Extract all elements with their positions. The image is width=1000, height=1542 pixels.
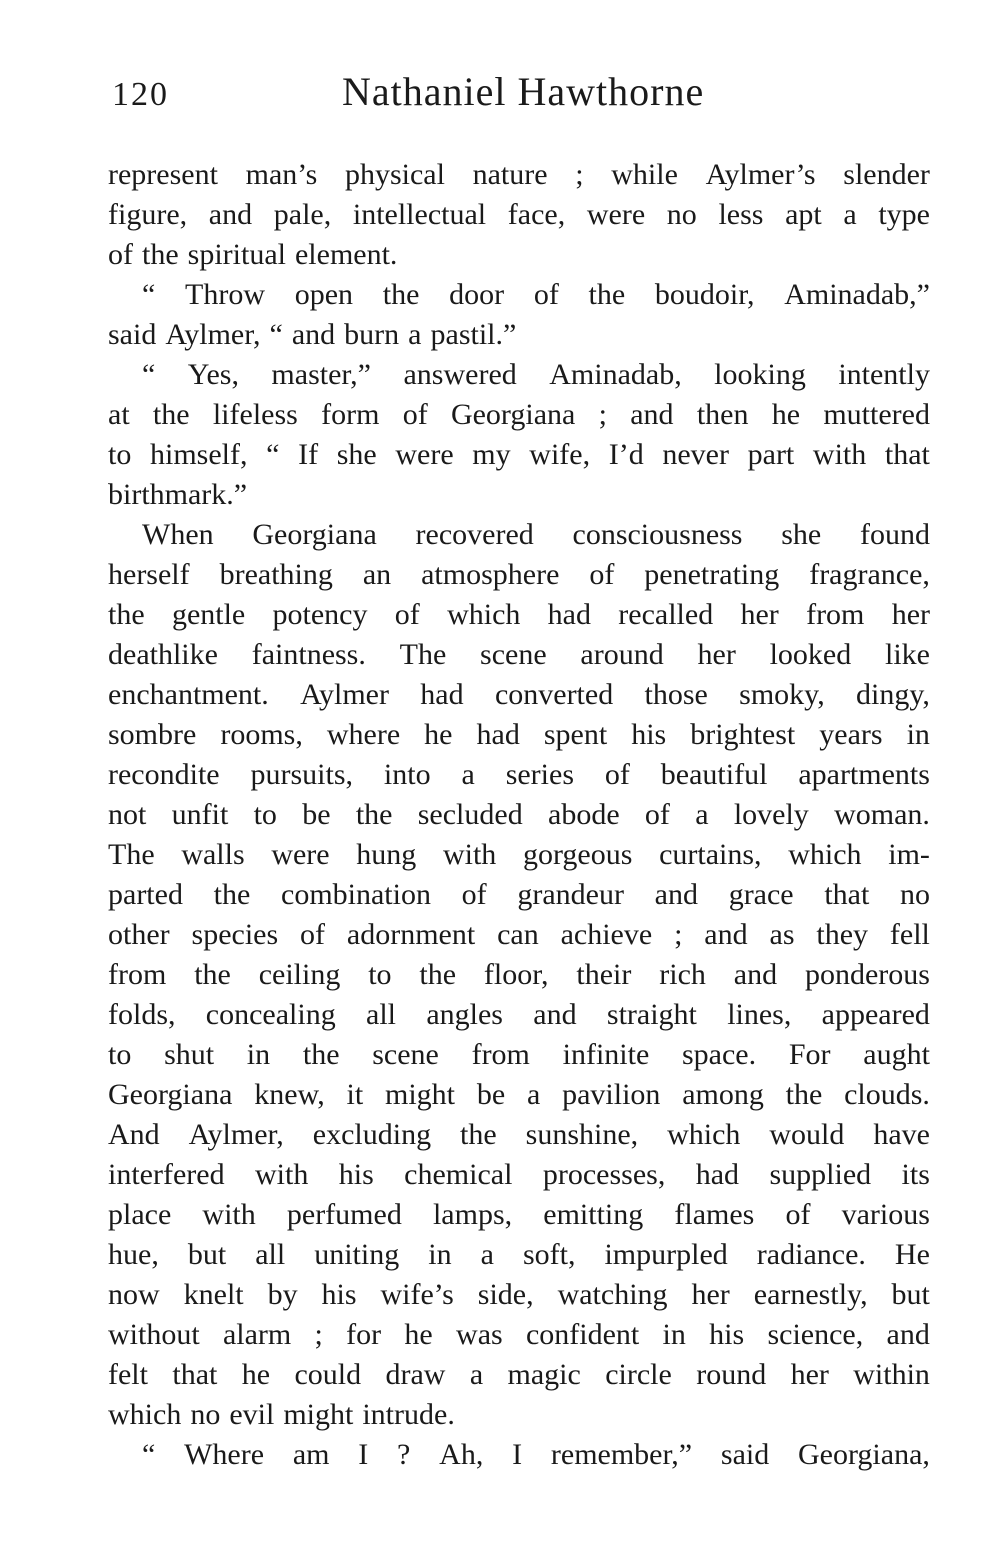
page-number: 120 [112, 76, 169, 113]
running-title: Nathaniel Hawthorne [342, 69, 705, 114]
text-line: figure, and pale, intellectual face, were no less apt a type [108, 198, 930, 231]
text-line: of the spiritual element. [108, 238, 398, 271]
text-line: birthmark.” [108, 478, 248, 511]
text-line: herself breathing an atmosphere of penetrating fragrance, [108, 558, 930, 591]
text-line: folds, concealing all angles and straight lines, appeared [108, 998, 930, 1031]
text-line: other species of adornment can achieve ; and as they fell [108, 918, 930, 951]
text-line: “ Yes, master,” answered Aminadab, looking intently [142, 358, 930, 391]
text-line: “ Throw open the door of the boudoir, Aminadab,” [142, 278, 930, 311]
text-line: not unfit to be the secluded abode of a lovely woman. [108, 798, 930, 831]
text-line: hue, but all uniting in a soft, impurpled radiance. He [108, 1238, 930, 1271]
text-line: The walls were hung with gorgeous curtains, which im- [108, 838, 930, 871]
running-head [112, 68, 932, 128]
text-line: sombre rooms, where he had spent his brightest years in [108, 718, 930, 751]
text-line: to himself, “ If she were my wife, I’d never part with that [108, 438, 930, 471]
text-line: the gentle potency of which had recalled her from her [108, 598, 930, 631]
text-line: Georgiana knew, it might be a pavilion among the clouds. [108, 1078, 930, 1111]
text-line: interfered with his chemical processes, had supplied its [108, 1158, 930, 1191]
text-line: place with perfumed lamps, emitting flames of various [108, 1198, 930, 1231]
text-line: to shut in the scene from infinite space. For aught [108, 1038, 930, 1071]
text-line: which no evil might intrude. [108, 1398, 455, 1431]
text-line: And Aylmer, excluding the sunshine, which would have [108, 1118, 930, 1151]
text-line: “ Where am I ? Ah, I remember,” said Georgiana, [142, 1438, 930, 1471]
text-line: recondite pursuits, into a series of beautiful apartments [108, 758, 930, 791]
text-line: felt that he could draw a magic circle round her within [108, 1358, 930, 1391]
text-line: represent man’s physical nature ; while Aylmer’s slender [108, 158, 930, 191]
text-line: without alarm ; for he was confident in his science, and [108, 1318, 930, 1351]
text-line: enchantment. Aylmer had converted those smoky, dingy, [108, 678, 930, 711]
text-line: parted the combination of grandeur and grace that no [108, 878, 930, 911]
text-line: said Aylmer, “ and burn a pastil.” [108, 318, 517, 351]
text-line: at the lifeless form of Georgiana ; and then he muttered [108, 398, 930, 431]
text-line: deathlike faintness. The scene around her looked like [108, 638, 930, 671]
text-line: now knelt by his wife’s side, watching her earnestly, but [108, 1278, 930, 1311]
text-line: from the ceiling to the floor, their rich and ponderous [108, 958, 930, 991]
text-line: When Georgiana recovered consciousness she found [142, 518, 930, 551]
body-text [108, 155, 930, 1475]
